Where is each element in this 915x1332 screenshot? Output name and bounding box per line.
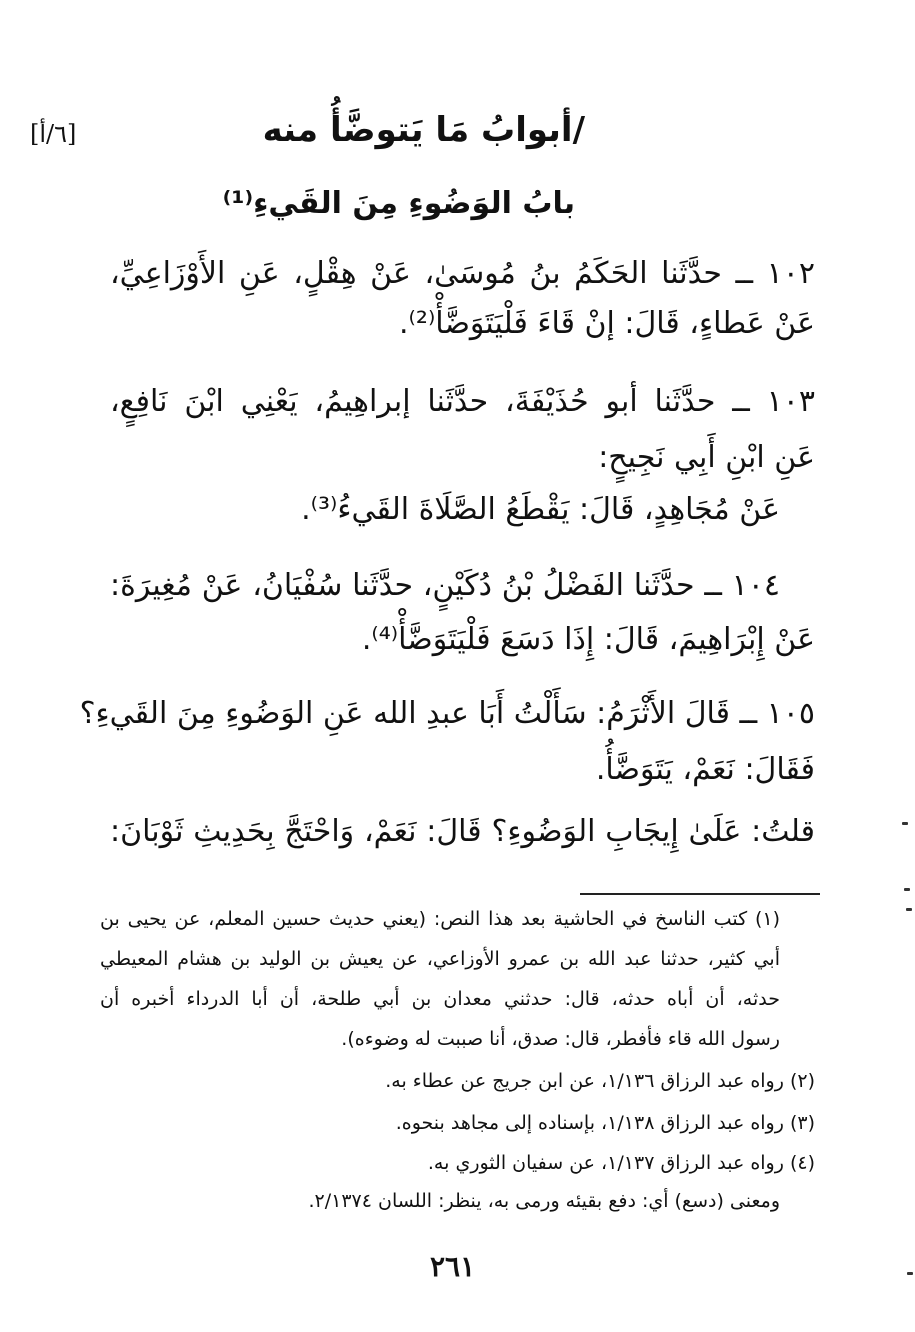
hadith-105-line-3: قلتُ: عَلَىٰ إِيجَابِ الوَضُوءِ؟ قَالَ: نَعَمْ، وَاحْتَجَّ بِحَدِيثِ ثَوْبَانَ: (110, 814, 815, 849)
footnote-4: (٤) رواه عبد الرزاق ١/١٣٧، عن سفيان الثوري به. (427, 1152, 815, 1174)
footnote-4-continuation: ومعنى (دسع) أي: دفع بقيئه ورمى به، ينظر: اللسان ٢/١٣٧٤. (308, 1190, 780, 1212)
scan-speck (904, 888, 910, 891)
hadith-102-line-2: عَنْ عَطاءٍ، قَالَ: إنْ قَاءَ فَلْيَتَوَضَّأْ⁽²⁾. (399, 306, 815, 341)
scan-speck (906, 908, 912, 911)
hadith-103-line-3: عَنْ مُجَاهِدٍ، قَالَ: يَقْطَعُ الصَّلَاةَ القَيءُ⁽³⁾. (301, 492, 780, 527)
footnote-1-line-2: أبي كثير، حدثنا عبد الله بن عمرو الأوزاعي، عن يعيش بن الوليد بن هشام المعيطي (100, 948, 780, 970)
chapter-title: /أبوابُ مَا يَتوضَّأُ منه (262, 110, 585, 150)
hadith-105-line-1: ١٠٥ ــ قَالَ الأَثْرَمُ: سَأَلْتُ أَبَا عبدِ الله عَنِ الوَضُوءِ مِنَ القَيءِ؟ (79, 696, 815, 731)
footnote-1-line-3: حدثه، أن أباه حدثه، قال: حدثني معدان بن أبي طلحة، أن أبا الدرداء أخبره أن (100, 988, 780, 1010)
footnote-1-line-4: رسول الله قاء فأفطر، قال: صدق، أنا صببت له وضوءه). (341, 1028, 780, 1050)
hadith-103-line-2: عَنِ ابْنِ أَبِي نَجِيحٍ: (598, 440, 815, 475)
section-title: بابُ الوَضُوءِ مِنَ القَيءِ⁽¹⁾ (222, 186, 575, 221)
hadith-104-line-1: ١٠٤ ــ حدَّثَنا الفَضْلُ بْنُ دُكَيْنٍ، حدَّثَنا سُفْيَانُ، عَنْ مُغِيرَةَ: (110, 568, 780, 603)
manuscript-folio-note: [٦/أ] (30, 120, 77, 148)
footnote-1-line-1: (١) كتب الناسخ في الحاشية بعد هذا النص: (يعني حديث حسين المعلم، عن يحيى بن (100, 908, 780, 930)
footnote-separator (580, 893, 820, 895)
scan-speck (907, 1272, 913, 1275)
footnote-3: (٣) رواه عبد الرزاق ١/١٣٨، بإسناده إلى مجاهد بنحوه. (395, 1112, 815, 1134)
page-number: ٢٦١ (430, 1250, 476, 1283)
hadith-104-line-2: عَنْ إِبْرَاهِيمَ، قَالَ: إِذَا دَسَعَ فَلْيَتَوَضَّأْ⁽⁴⁾. (361, 622, 815, 657)
footnote-2: (٢) رواه عبد الرزاق ١/١٣٦، عن ابن جريج عن عطاء به. (385, 1070, 815, 1092)
hadith-103-line-1: ١٠٣ ــ حدَّثَنا أبو حُذَيْفَةَ، حدَّثَنا إبراهِيمُ، يَعْنِي ابْنَ نَافِعٍ، (110, 384, 815, 419)
hadith-105-line-2: فَقَالَ: نَعَمْ، يَتَوَضَّأُ. (595, 752, 815, 787)
scan-speck (902, 822, 908, 825)
hadith-102-line-1: ١٠٢ ــ حدَّثَنا الحَكَمُ بنُ مُوسَىٰ، عَنْ هِقْلٍ، عَنِ الأَوْزَاعِيِّ، (110, 256, 815, 291)
